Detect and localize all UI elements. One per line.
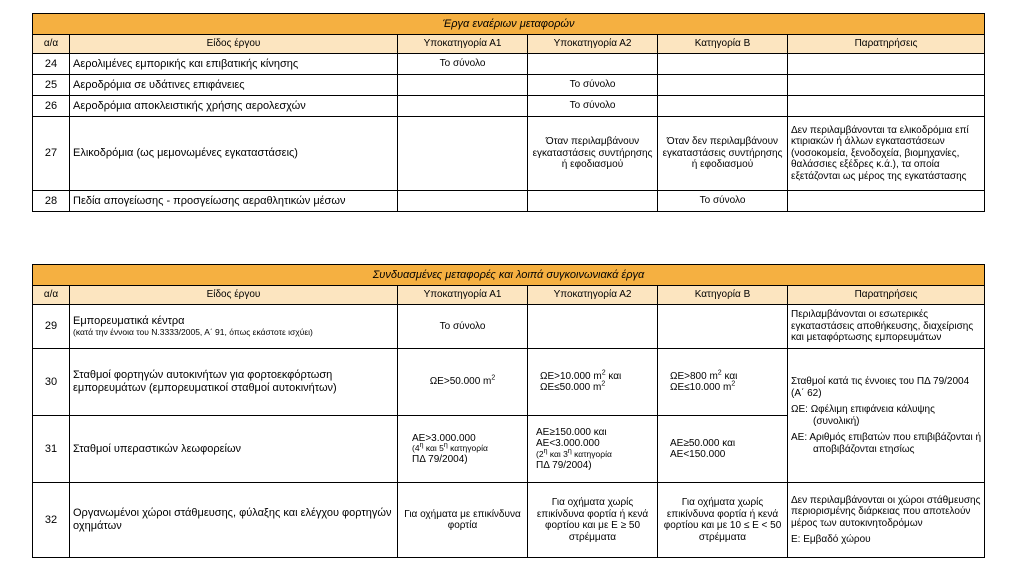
a2-cat: (2 [536,448,544,459]
row-a1 [398,117,528,191]
col-header-b: Κατηγορία Β [658,286,788,305]
a1-value: ΩΕ>50.000 m [429,376,492,388]
row-notes: Δεν περιλαμβάνονται τα ελικοδρόμια επί κτιριακών ή άλλων εγκαταστάσεων (νοσοκομεία, ξενοδοχεία, βιομηχανίες, θαλάσσιες εξέδρες κ.ά.), τα οποία εξετάζονται ως μέρος της εγκατάστασης [788,117,985,191]
row-a2 [528,416,658,483]
row-type [70,305,398,349]
notes-line: Δεν περιλαμβάνονται οι χώροι στάθμευσης περιορισμένης διάρκειας που αποτελούν μέρος των αυτοκινητοδρόμων [791,494,981,529]
superscript: 2 [601,369,606,377]
a1-cat: και 5 [423,443,444,454]
row-number: 29 [33,305,70,349]
col-header-num: α/α [33,35,70,54]
table-row [33,349,985,416]
row-type: Πεδία απογείωσης - προσγείωσης αεραθλητικών μέσων [70,191,398,212]
row-type: Ελικοδρόμια (ως μεμονωμένες εγκαταστάσεις) [70,117,398,191]
header-row [33,35,985,54]
b-value-2: ΩΕ≤10.000 m [670,382,732,393]
row-number: 27 [33,117,70,191]
notes-line: Σταθμοί κατά τις έννοιες του ΠΔ 79/2004 (Α΄ 62) [791,376,970,399]
row-notes [788,75,985,96]
superscript: η [419,442,424,450]
a2-line: ΠΔ 79/2004) [536,459,592,471]
table-row [33,75,985,96]
a1-cat: κατηγορία [447,443,488,454]
row-a2: Το σύνολο [528,75,658,96]
row-b [658,349,788,416]
col-header-b: Κατηγορία Β [658,35,788,54]
col-header-a2: Υποκατηγορία Α2 [528,286,658,305]
a1-line: ΠΔ 79/2004) [412,453,468,465]
row-notes [788,191,985,212]
table-row [33,54,985,75]
row-a2 [528,54,658,75]
table-row [33,305,985,349]
b-and: και [721,370,738,382]
row-notes [788,349,985,483]
col-header-a1: Υποκατηγορία Α1 [398,286,528,305]
row-notes [788,483,985,558]
row-number: 30 [33,349,70,416]
table-row [33,483,985,558]
row-a1 [398,349,528,416]
row-type: Σταθμοί υπεραστικών λεωφορείων [70,416,398,483]
row-number: 31 [33,416,70,483]
row-b [658,305,788,349]
row-number: 32 [33,483,70,558]
a2-and: και [605,370,622,382]
row-a1 [398,75,528,96]
row-b [658,54,788,75]
row-type: Οργανωμένοι χώροι στάθμευσης, φύλαξης και ελέγχου φορτηγών οχημάτων [70,483,398,558]
row-a2: Το σύνολο [528,96,658,117]
table-row [33,117,985,191]
row-a1 [398,191,528,212]
row-type-main: Εμπορευματικά κέντρα [73,315,185,328]
row-type: Αεροδρόμια αποκλειστικής χρήσης αερολεσχών [70,96,398,117]
row-number: 28 [33,191,70,212]
col-header-a1: Υποκατηγορία Α1 [398,35,528,54]
superscript: 2 [717,369,722,377]
row-notes [788,54,985,75]
row-b: Για οχήματα χωρίς επικίνδυνα φορτία ή κενά φορτίου και με 10 ≤ Ε < 50 στρέμματα [658,483,788,558]
a2-line: ΑΕ<3.000.000 [536,438,600,450]
header-row [33,286,985,305]
row-a2 [528,305,658,349]
a2-value-1: ΩΕ>10.000 m [540,370,602,382]
a1-cat: (4 [412,443,420,454]
row-type: Αεροδρόμια σε υδάτινες επιφάνειες [70,75,398,96]
row-a1: Το σύνολο [398,305,528,349]
row-a2: Όταν περιλαμβάνουν εγκαταστάσεις συντήρησης ή εφοδιασμού [528,117,658,191]
row-number: 24 [33,54,70,75]
col-header-type: Είδος έργου [70,35,398,54]
row-number: 25 [33,75,70,96]
table-row [33,191,985,212]
table-title: Συνδυασμένες μεταφορές και λοιπά συγκοινωνιακά έργα [33,265,985,286]
row-type-sub: (κατά την έννοια του Ν.3333/2005, Α΄ 91, όπως εκάστοτε ισχύει) [73,326,313,337]
a2-line: ΑΕ≥150.000 και [536,426,607,438]
col-header-num: α/α [33,286,70,305]
superscript: 2 [731,380,736,388]
superscript: η [543,448,548,456]
notes-e-def: Ε: Εμβαδό χώρου [791,534,871,545]
notes-ae-def: ΑΕ: Αριθμός επιβατών που επιβιβάζονται ή αποβιβάζονται ετησίως [791,432,982,455]
b-value-1: ΩΕ>800 m [670,370,718,382]
row-a2: Για οχήματα χωρίς επικίνδυνα φορτία ή κενά φορτίου και με Ε ≥ 50 στρέμματα [528,483,658,558]
row-a1 [398,416,528,483]
a2-cat: κατηγορία [571,448,612,459]
row-b [658,416,788,483]
row-number: 26 [33,96,70,117]
row-notes [788,96,985,117]
row-a1: Το σύνολο [398,54,528,75]
row-notes: Περιλαμβάνονται οι εσωτερικές εγκαταστάσεις αποθήκευσης, διαχείρισης και μεταφόρτωσης εμπορευμάτων [788,305,985,349]
superscript: 2 [491,374,496,382]
col-header-notes: Παρατηρήσεις [788,286,985,305]
row-b: Όταν δεν περιλαμβάνουν εγκαταστάσεις συντήρησης ή εφοδιασμού [658,117,788,191]
col-header-a2: Υποκατηγορία Α2 [528,35,658,54]
a2-value-2: ΩΕ≤50.000 m [540,382,602,393]
row-a1 [398,96,528,117]
superscript: η [443,442,448,450]
b-line: ΑΕ≥50.000 και [670,437,736,449]
col-header-type: Είδος έργου [70,286,398,305]
row-b: Το σύνολο [658,191,788,212]
row-b [658,75,788,96]
combined-transport-table [32,264,985,558]
superscript: 2 [601,380,606,388]
b-line: ΑΕ<150.000 [670,449,726,460]
row-a1: Για οχήματα με επικίνδυνα φορτία [398,483,528,558]
a2-cat: και 3 [547,448,568,459]
a1-line: ΑΕ>3.000.000 [412,432,476,444]
superscript: η [567,448,572,456]
row-type: Αερολιμένες εμπορικής και επιβατικής κίνησης [70,54,398,75]
col-header-notes: Παρατηρήσεις [788,35,985,54]
row-b [658,96,788,117]
table-row [33,96,985,117]
air-transport-table [32,13,985,212]
row-a2 [528,191,658,212]
table-title: Έργα εναέριων μεταφορών [33,14,985,35]
row-type: Σταθμοί φορτηγών αυτοκινήτων για φορτοεκφόρτωση εμπορευμάτων (εμπορευματικοί σταθμοί αυτοκινήτων) [70,349,398,416]
row-a2 [528,349,658,416]
notes-oe-def: ΩΕ: Ωφέλιμη επιφάνεια κάλυψης (συνολική) [791,404,935,427]
